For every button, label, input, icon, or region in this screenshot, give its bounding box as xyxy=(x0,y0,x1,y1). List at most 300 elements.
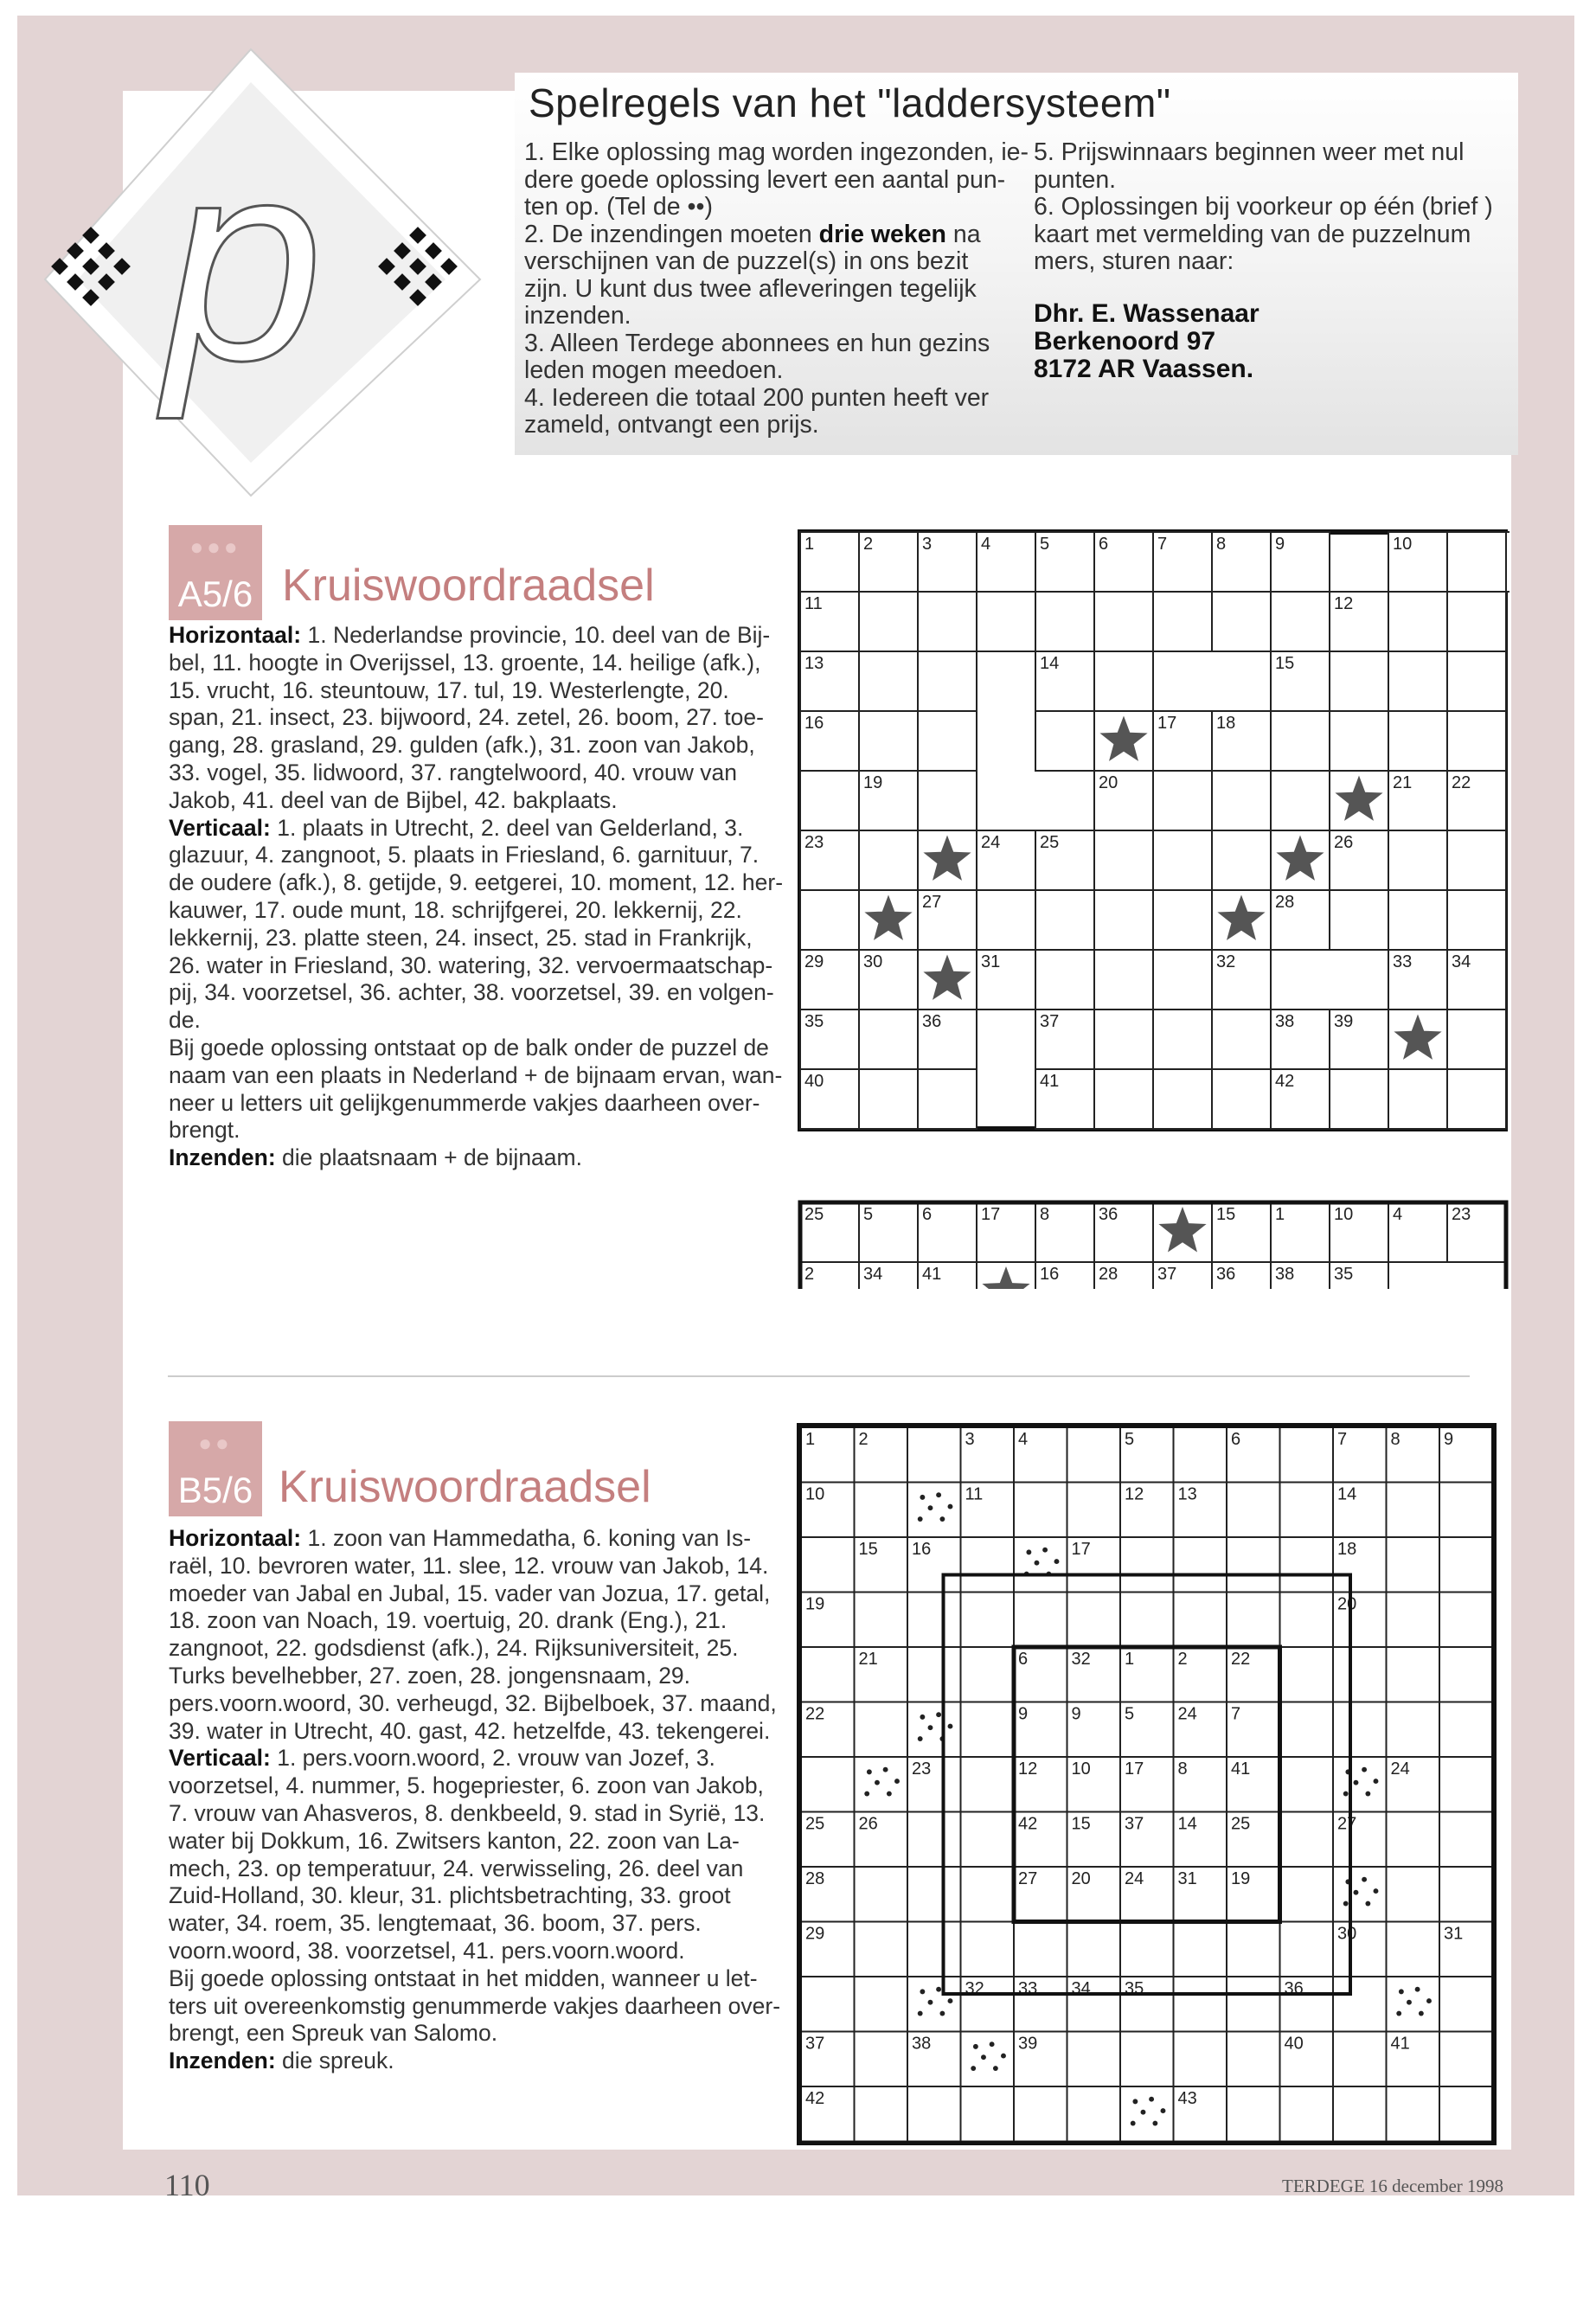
grid-cell[interactable] xyxy=(801,1647,855,1702)
grid-cell[interactable] xyxy=(1067,2032,1121,2087)
cell-number: 1 xyxy=(1125,1650,1135,1669)
grid-cell[interactable] xyxy=(1333,1977,1387,2032)
grid-cell[interactable] xyxy=(1094,830,1153,890)
cell-number: 13 xyxy=(1177,1484,1197,1504)
puzzle-code: B5/6 xyxy=(177,1470,253,1510)
grid-cell[interactable] xyxy=(1153,830,1212,890)
grid-cell[interactable] xyxy=(1067,1427,1121,1483)
cell-number: 15 xyxy=(1216,1205,1236,1224)
grid-cell[interactable] xyxy=(1227,2086,1280,2142)
grid-cell[interactable] xyxy=(1447,830,1506,890)
cell-number: 4 xyxy=(981,535,991,554)
grid-cell[interactable] xyxy=(855,1483,908,1538)
grid-cell[interactable] xyxy=(1447,532,1506,592)
grid-cell[interactable] xyxy=(1067,2086,1121,2142)
grid-cell[interactable] xyxy=(1330,651,1388,711)
cell-number: 37 xyxy=(1040,1012,1060,1031)
grid-cell[interactable] xyxy=(1212,1069,1271,1129)
cell-number: 10 xyxy=(1334,1205,1354,1224)
grid-cell[interactable] xyxy=(1174,1537,1227,1593)
cell-number: 42 xyxy=(1275,1072,1295,1091)
cell-number: 14 xyxy=(1177,1814,1197,1834)
cell-number: 11 xyxy=(804,594,823,613)
grid-cell[interactable] xyxy=(1153,1009,1212,1069)
grid-cell[interactable] xyxy=(1035,711,1094,771)
cell-number: 6 xyxy=(922,1205,933,1224)
logo-diamond xyxy=(35,48,519,497)
grid-cell[interactable] xyxy=(1174,1977,1227,2032)
text-line: pers.voorn.woord, 30. verheugd, 32. Bijbelboek, 37. maand, xyxy=(169,1689,777,1716)
cell-number: 37 xyxy=(1125,1814,1144,1834)
grid-cell[interactable] xyxy=(1439,1867,1493,1922)
cell-number: 41 xyxy=(1390,2034,1410,2054)
grid-cell[interactable] xyxy=(855,1977,908,2032)
text-line: zangnoot, 22. godsdienst (afk.), 24. Rijksuniversiteit, 25. xyxy=(169,1635,739,1662)
cell-number: 41 xyxy=(922,1265,942,1284)
grid-cell[interactable] xyxy=(961,1537,1015,1593)
text-line: Horizontaal: 1. zoon van Hammedatha, 6. koning van Is- xyxy=(169,1525,752,1551)
cell-number: 41 xyxy=(1040,1072,1060,1091)
text-line: Inzenden: die plaatsnaam + de bijnaam. xyxy=(169,1144,582,1171)
grid-cell[interactable] xyxy=(1439,1537,1493,1593)
cell-number: 32 xyxy=(1071,1650,1091,1669)
cell-number: 26 xyxy=(858,1814,878,1834)
grid-cell[interactable] xyxy=(1014,1537,1067,1593)
cell-number: 31 xyxy=(1177,1869,1197,1888)
cell-number: 20 xyxy=(1337,1594,1357,1614)
cell-number: 8 xyxy=(1177,1759,1188,1779)
grid-cell[interactable] xyxy=(1120,2086,1174,2142)
cell-number: 6 xyxy=(1231,1430,1241,1449)
grid-cell[interactable] xyxy=(1271,771,1330,830)
grid-cell[interactable] xyxy=(1439,1977,1493,2032)
cell-number: 29 xyxy=(804,952,824,971)
grid-cell[interactable] xyxy=(961,1757,1015,1812)
cell-number: 3 xyxy=(965,1430,975,1449)
grid-cell[interactable] xyxy=(907,1702,961,1758)
cell-number: 39 xyxy=(1334,1012,1354,1031)
cell-number: 26 xyxy=(1334,833,1354,852)
grid-cell[interactable] xyxy=(961,1812,1015,1868)
text-line: Bij goede oplossing ontstaat in het midden, wanneer u let- xyxy=(169,1965,758,1991)
grid-cell[interactable] xyxy=(1447,592,1506,651)
grid-cell[interactable] xyxy=(859,830,918,890)
grid-cell[interactable] xyxy=(961,1702,1015,1758)
grid-cell[interactable] xyxy=(1094,950,1153,1009)
grid-cell[interactable] xyxy=(1280,1537,1334,1593)
grid-cell[interactable] xyxy=(1388,890,1447,950)
grid-cell[interactable] xyxy=(961,2032,1015,2087)
grid-cell[interactable] xyxy=(855,2086,908,2142)
grid-cell[interactable] xyxy=(1388,711,1447,771)
grid-cell[interactable] xyxy=(1227,1483,1280,1538)
cell-number: 19 xyxy=(805,1594,825,1614)
grid-cell[interactable] xyxy=(1153,771,1212,830)
cell-number: 13 xyxy=(804,654,824,673)
cell-number: 15 xyxy=(1275,654,1295,673)
address-line: Dhr. E. Wassenaar xyxy=(1034,299,1259,328)
grid-cell[interactable] xyxy=(1227,1922,1280,1977)
grid-cell[interactable] xyxy=(1333,1757,1387,1812)
grid-cell[interactable] xyxy=(801,1757,855,1812)
grid-cell[interactable] xyxy=(1094,651,1153,711)
grid-cell[interactable] xyxy=(1280,1812,1334,1868)
cell-number: 43 xyxy=(1177,2089,1197,2108)
text-line: dere goede oplossing levert een aantal pun- xyxy=(524,165,1006,194)
grid-cell[interactable] xyxy=(1153,950,1212,1009)
text-line: 15. vrucht, 16. steuntouw, 17. tul, 19. Westerlengte, 20. xyxy=(169,676,729,703)
grid-cell[interactable] xyxy=(855,1867,908,1922)
text-line: pij, 34. voorzetsel, 36. achter, 38. voorzetsel, 39. en volgen- xyxy=(169,979,774,1006)
grid-cell[interactable] xyxy=(1280,1867,1334,1922)
grid-cell[interactable] xyxy=(907,1812,961,1868)
cell-number: 39 xyxy=(1018,2034,1038,2054)
grid-cell[interactable] xyxy=(961,1922,1015,1977)
grid-cell[interactable] xyxy=(1212,830,1271,890)
grid-cell[interactable] xyxy=(1014,1593,1067,1648)
cell-number: 20 xyxy=(1099,773,1118,792)
cell-number: 30 xyxy=(863,952,883,971)
grid-cell[interactable] xyxy=(1387,1483,1440,1538)
grid-cell[interactable] xyxy=(1280,1702,1334,1758)
grid-cell[interactable] xyxy=(907,1867,961,1922)
grid-cell[interactable] xyxy=(1439,1757,1493,1812)
cell-number: 5 xyxy=(863,1205,874,1224)
cell-number: 32 xyxy=(1216,952,1236,971)
cell-number: 19 xyxy=(1231,1869,1251,1888)
grid-cell[interactable] xyxy=(1174,2032,1227,2087)
cell-number: 36 xyxy=(1284,1979,1304,1998)
cell-number: 22 xyxy=(1452,773,1471,792)
grid-cell[interactable] xyxy=(855,2032,908,2087)
puzzle-code: A5/6 xyxy=(177,574,253,614)
cell-number: 17 xyxy=(1157,714,1177,733)
grid-cell[interactable] xyxy=(1227,1977,1280,2032)
address-block xyxy=(1034,300,1259,383)
grid-cell[interactable] xyxy=(1330,1069,1388,1129)
cell-number: 38 xyxy=(1275,1265,1295,1284)
grid-cell[interactable] xyxy=(907,1922,961,1977)
grid-cell[interactable] xyxy=(1387,1702,1440,1758)
cell-number: 35 xyxy=(1334,1265,1354,1284)
grid-cell[interactable] xyxy=(1387,2086,1440,2142)
cell-number: 12 xyxy=(1018,1759,1038,1779)
text-line: Zuid-Holland, 30. kleur, 31. plichtsbetrachting, 33. groot xyxy=(169,1882,731,1909)
grid-cell[interactable] xyxy=(801,1537,855,1593)
text-line: Bij goede oplossing ontstaat op de balk onder de puzzel de xyxy=(169,1034,769,1061)
rules-title: Spelregels van het "laddersysteem" xyxy=(529,80,1171,125)
cell-number: 25 xyxy=(805,1814,825,1834)
grid-cell[interactable] xyxy=(1280,1427,1334,1483)
grid-cell[interactable] xyxy=(907,1427,961,1483)
grid-cell[interactable] xyxy=(1330,890,1388,950)
puzzle-b-grid xyxy=(796,1423,1501,2145)
grid-cell[interactable] xyxy=(1333,1647,1387,1702)
grid-cell[interactable] xyxy=(1280,1593,1334,1648)
logo-letter: p xyxy=(164,100,324,420)
cell-number: 18 xyxy=(1337,1540,1357,1559)
grid-cell[interactable] xyxy=(1333,2032,1387,2087)
grid-cell[interactable] xyxy=(1227,1537,1280,1593)
cell-number: 42 xyxy=(805,2089,825,2108)
grid-cell[interactable] xyxy=(1094,890,1153,950)
cell-number: 9 xyxy=(1018,1704,1029,1724)
text-line: punten. xyxy=(1034,165,1117,194)
grid-cell[interactable] xyxy=(1388,592,1447,651)
grid-cell[interactable] xyxy=(800,890,859,950)
grid-cell[interactable] xyxy=(907,1977,961,2032)
grid-cell[interactable] xyxy=(859,1009,918,1069)
grid-cell[interactable] xyxy=(907,1483,961,1538)
grid-cell[interactable] xyxy=(1387,1537,1440,1593)
cell-number: 40 xyxy=(1284,2034,1304,2054)
grid-cell[interactable] xyxy=(1280,1922,1334,1977)
text-line: Turks bevelhebber, 27. zoen, 28. jongensnaam, 29. xyxy=(169,1662,691,1689)
cell-number: 4 xyxy=(1393,1205,1403,1224)
cell-number: 34 xyxy=(1071,1979,1091,1998)
text-line: Inzenden: die spreuk. xyxy=(169,2048,394,2074)
text-line: 18. zoon van Noach, 19. voertuig, 20. drank (Eng.), 21. xyxy=(169,1607,727,1634)
text-line: neer u letters uit gelijkgenummerde vakjes daarheen over- xyxy=(169,1089,760,1116)
grid-cell[interactable] xyxy=(918,1069,977,1129)
grid-cell[interactable] xyxy=(1439,1647,1493,1702)
grid-cell[interactable] xyxy=(1014,1483,1067,1538)
grid-cell[interactable] xyxy=(859,651,918,711)
cell-number: 23 xyxy=(1452,1205,1471,1224)
grid-cell[interactable] xyxy=(1439,2032,1493,2087)
cell-number: 6 xyxy=(1099,535,1109,554)
cell-number: 10 xyxy=(1393,535,1413,554)
grid-cell[interactable] xyxy=(1120,1922,1174,1977)
text-line: 1. Elke oplossing mag worden ingezonden, ie- xyxy=(524,138,1029,166)
cell-number: 1 xyxy=(805,1430,816,1449)
grid-cell[interactable] xyxy=(1227,2032,1280,2087)
grid-cell[interactable] xyxy=(961,2086,1015,2142)
grid-cell[interactable] xyxy=(961,1867,1015,1922)
cell-number: 19 xyxy=(863,773,883,792)
cell-number: 24 xyxy=(1125,1869,1144,1888)
grid-cell[interactable] xyxy=(961,1647,1015,1702)
grid-cell[interactable] xyxy=(859,592,918,651)
cell-number: 31 xyxy=(1444,1924,1464,1944)
grid-cell[interactable] xyxy=(1439,1702,1493,1758)
grid-cell[interactable] xyxy=(1094,592,1153,651)
page-number: 110 xyxy=(164,2168,210,2202)
cell-number: 16 xyxy=(1040,1265,1060,1284)
grid-cell[interactable] xyxy=(1212,1009,1271,1069)
grid-cell[interactable] xyxy=(1447,651,1506,711)
grid-cell[interactable] xyxy=(859,711,918,771)
puzzle-a-badge xyxy=(169,525,262,620)
cell-number: 10 xyxy=(1071,1759,1091,1779)
cell-number: 38 xyxy=(912,2034,932,2054)
text-line: zameld, ontvangt een prijs. xyxy=(524,411,819,439)
grid-cell[interactable] xyxy=(1447,890,1506,950)
text-line: 5. Prijswinnaars beginnen weer met nul xyxy=(1034,138,1465,166)
grid-cell[interactable] xyxy=(1271,592,1330,651)
cell-number: 36 xyxy=(1216,1265,1236,1284)
text-line: Horizontaal: 1. Nederlandse provincie, 10. deel van de Bij- xyxy=(169,622,771,648)
grid-cell[interactable] xyxy=(1388,830,1447,890)
grid-cell[interactable] xyxy=(1387,1867,1440,1922)
grid-cell[interactable] xyxy=(1153,1069,1212,1129)
text-line: moeder van Jabal en Jubal, 15. vader van Jozua, 17. getal, xyxy=(169,1580,771,1606)
grid-cell[interactable] xyxy=(1387,1922,1440,1977)
cell-number: 11 xyxy=(965,1484,984,1504)
grid-cell[interactable] xyxy=(1120,1593,1174,1648)
grid-cell[interactable] xyxy=(1506,532,1509,592)
cell-number: 29 xyxy=(805,1924,825,1944)
grid-cell[interactable] xyxy=(800,771,859,830)
grid-cell[interactable] xyxy=(1035,950,1094,1009)
grid-cell[interactable] xyxy=(918,711,977,771)
grid-cell[interactable] xyxy=(801,1977,855,2032)
grid-cell[interactable] xyxy=(907,1647,961,1702)
grid-cell[interactable] xyxy=(855,1593,908,1648)
grid-cell[interactable] xyxy=(1212,771,1271,830)
grid-cell[interactable] xyxy=(918,771,977,830)
grid-cell[interactable] xyxy=(1280,2086,1334,2142)
cell-number: 27 xyxy=(1337,1814,1357,1834)
cell-number: 8 xyxy=(1040,1205,1050,1224)
grid-cell[interactable] xyxy=(1153,890,1212,950)
cell-number: 27 xyxy=(1018,1869,1038,1888)
grid-cell[interactable] xyxy=(1330,711,1388,771)
cell-number: 37 xyxy=(805,2034,825,2054)
grid-cell[interactable] xyxy=(1174,1922,1227,1977)
grid-cell[interactable] xyxy=(1447,1069,1506,1129)
cell-number: 18 xyxy=(1216,714,1236,733)
grid-cell[interactable] xyxy=(1067,1593,1121,1648)
cell-number: 9 xyxy=(1071,1704,1081,1724)
cell-number: 40 xyxy=(804,1072,824,1091)
grid-cell[interactable] xyxy=(1439,2086,1493,2142)
text-line: 7. vrouw van Ahasveros, 8. denkbeeld, 9. stad in Syrië, 13. xyxy=(169,1799,766,1826)
grid-cell[interactable] xyxy=(1094,1069,1153,1129)
grid-cell[interactable] xyxy=(1212,592,1271,651)
grid-cell[interactable] xyxy=(918,592,977,651)
text-line: 4. Iedereen die totaal 200 punten heeft ver xyxy=(524,383,990,412)
text-line: raël, 10. bevroren water, 11. slee, 12. vrouw van Jakob, 14. xyxy=(169,1552,769,1579)
text-line: mech, 23. op temperatuur, 24. verwisseling, 26. deel van xyxy=(169,1855,744,1881)
cell-number: 37 xyxy=(1157,1265,1177,1284)
puzzle-b-title: Kruiswoordraadsel xyxy=(279,1462,651,1512)
cell-number: 6 xyxy=(1018,1650,1029,1669)
text-line: mers, sturen naar: xyxy=(1034,247,1234,275)
cell-number: 25 xyxy=(804,1205,824,1224)
grid-cell[interactable] xyxy=(1035,890,1094,950)
grid-cell[interactable] xyxy=(1067,1922,1121,1977)
grid-cell[interactable] xyxy=(855,1757,908,1812)
grid-cell[interactable] xyxy=(1174,1593,1227,1648)
cell-number: 24 xyxy=(1390,1759,1410,1779)
grid-cell[interactable] xyxy=(1387,1647,1440,1702)
grid-cell[interactable] xyxy=(1271,711,1330,771)
text-line: brengt. xyxy=(169,1117,240,1144)
grid-cell[interactable] xyxy=(1094,1009,1153,1069)
cell-number: 28 xyxy=(1099,1265,1118,1284)
grid-cell[interactable] xyxy=(855,1702,908,1758)
grid-cell[interactable] xyxy=(1174,1427,1227,1483)
cell-number: 8 xyxy=(1390,1430,1401,1449)
grid-cell[interactable] xyxy=(977,592,1035,651)
difficulty-dots: ●● xyxy=(198,1430,233,1456)
cell-number: 33 xyxy=(1393,952,1413,971)
grid-cell[interactable] xyxy=(1388,651,1447,711)
grid-cell[interactable] xyxy=(961,1593,1015,1648)
cell-number: 22 xyxy=(1231,1650,1251,1669)
cell-number: 1 xyxy=(1275,1205,1285,1224)
grid-cell[interactable] xyxy=(1014,2086,1067,2142)
grid-cell[interactable] xyxy=(1280,1757,1334,1812)
grid-cell[interactable] xyxy=(1439,1593,1493,1648)
grid-cell[interactable] xyxy=(1439,1483,1493,1538)
grid-cell[interactable] xyxy=(1447,711,1506,771)
cell-number: 17 xyxy=(1071,1540,1091,1559)
cell-number: 17 xyxy=(1125,1759,1144,1779)
grid-cell[interactable] xyxy=(1388,1069,1447,1129)
grid-cell[interactable] xyxy=(907,2086,961,2142)
text-line: Jakob, 41. deel van de Bijbel, 42. bakplaats. xyxy=(169,786,618,813)
grid-cell[interactable] xyxy=(1387,1812,1440,1868)
text-line: de oudere (afk.), 8. getijde, 9. eetgerei, 10. moment, 12. her- xyxy=(169,869,784,896)
text-line: brengt, een Spreuk van Salomo. xyxy=(169,2020,498,2047)
cell-number: 42 xyxy=(1018,1814,1038,1834)
cell-number: 9 xyxy=(1275,535,1285,554)
grid-cell[interactable] xyxy=(855,1922,908,1977)
cell-number: 15 xyxy=(858,1540,878,1559)
cell-number: 1 xyxy=(804,535,815,554)
cell-number: 30 xyxy=(1337,1924,1357,1944)
cell-number: 34 xyxy=(1452,952,1471,971)
grid-cell[interactable] xyxy=(1153,592,1212,651)
grid-cell[interactable] xyxy=(1333,2086,1387,2142)
cell-number: 16 xyxy=(804,714,824,733)
grid-cell[interactable] xyxy=(1387,1977,1440,2032)
cell-number: 3 xyxy=(922,535,933,554)
cell-number: 2 xyxy=(1177,1650,1188,1669)
cell-number: 14 xyxy=(1040,654,1060,673)
grid-cell[interactable] xyxy=(1333,1867,1387,1922)
grid-cell[interactable] xyxy=(1120,1537,1174,1593)
grid-cell[interactable] xyxy=(1280,1647,1334,1702)
cell-number: 21 xyxy=(1393,773,1413,792)
grid-cell[interactable] xyxy=(1439,1812,1493,1868)
grid-cell[interactable] xyxy=(1035,592,1094,651)
grid-cell[interactable] xyxy=(1120,2032,1174,2087)
cell-number: 20 xyxy=(1071,1869,1091,1888)
grid-cell[interactable] xyxy=(1227,1593,1280,1648)
cell-number: 7 xyxy=(1157,535,1168,554)
grid-cell[interactable] xyxy=(1447,1009,1506,1069)
grid-cell[interactable] xyxy=(977,890,1035,950)
cell-number: 27 xyxy=(922,893,942,912)
grid-cell[interactable] xyxy=(918,651,977,711)
text-line: verschijnen van de puzzel(s) in ons bezit xyxy=(524,247,969,275)
cell-number: 22 xyxy=(805,1704,825,1724)
text-line: 2. De inzendingen moeten drie weken na xyxy=(524,220,981,248)
cell-number: 34 xyxy=(863,1265,883,1284)
grid-cell[interactable] xyxy=(1067,1483,1121,1538)
grid-cell[interactable] xyxy=(1014,1922,1067,1977)
grid-cell[interactable] xyxy=(859,1069,918,1129)
cell-number: 36 xyxy=(922,1012,942,1031)
cell-number: 17 xyxy=(981,1205,1001,1224)
grid-cell[interactable] xyxy=(1387,1593,1440,1648)
cell-number: 25 xyxy=(1231,1814,1251,1834)
grid-cell[interactable] xyxy=(907,1593,961,1648)
grid-cell[interactable] xyxy=(1280,1483,1334,1538)
